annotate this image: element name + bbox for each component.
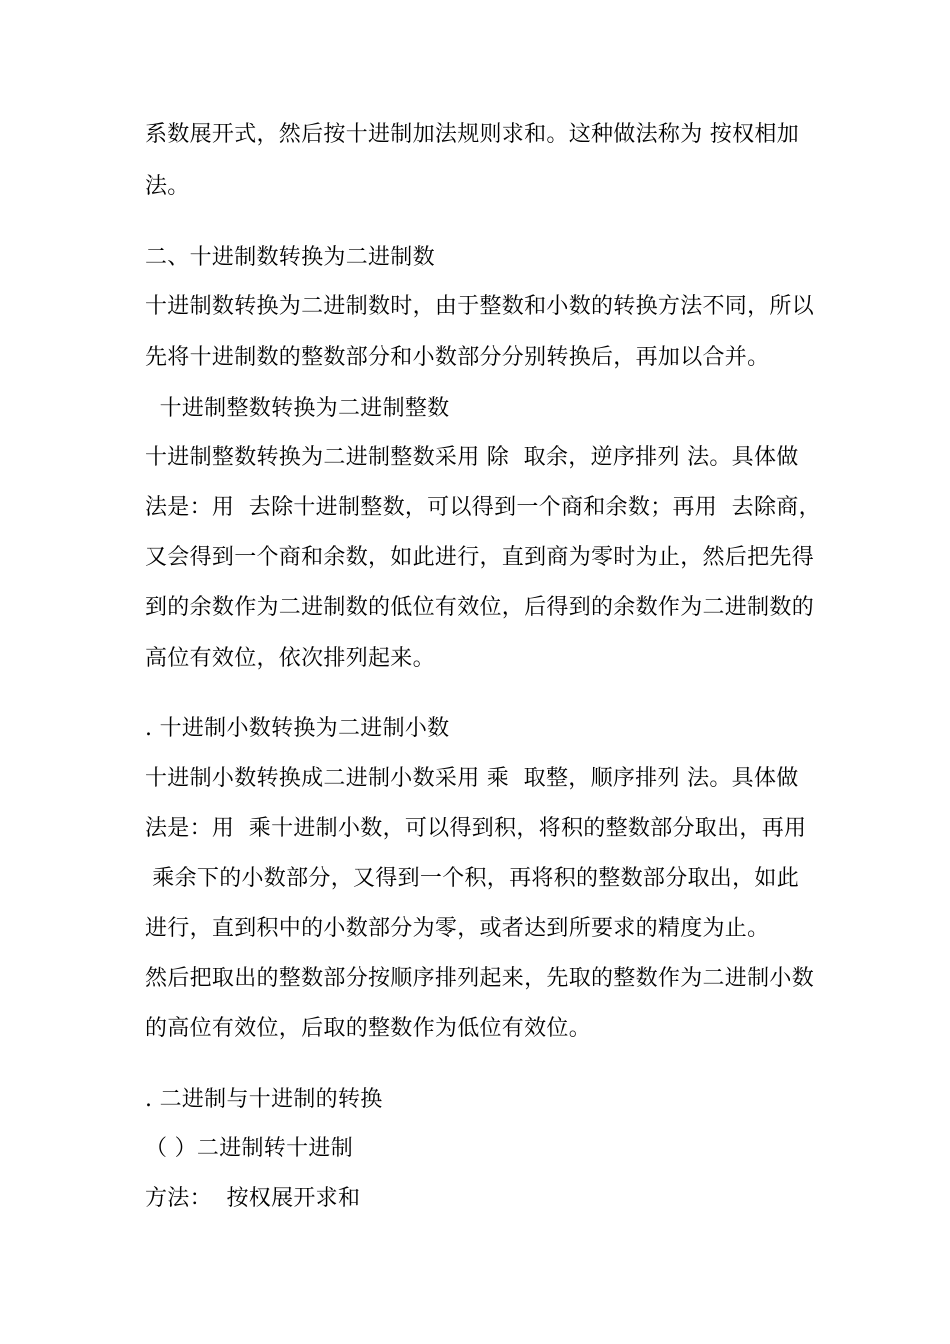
paragraph-line-13: 进行，直到积中的小数部分为零，或者达到所要求的精度为止。 bbox=[145, 916, 770, 941]
subheading-binary-to-decimal: （ ）二进制转十进制 bbox=[145, 1136, 353, 1161]
paragraph-line-1: 系数展开式，然后按十进制加法规则求和。这种做法称为 按权相加 bbox=[145, 122, 799, 147]
paragraph-line-8: 到的余数作为二进制数的低位有效位，后得到的余数作为二进制数的 bbox=[145, 595, 815, 620]
subheading-fraction-conversion: . 十进制小数转换为二进制小数 bbox=[145, 716, 450, 741]
paragraph-line-14: 然后把取出的整数部分按顺序排列起来，先取的整数作为二进制小数 bbox=[145, 966, 815, 991]
paragraph-line-3: 十进制数转换为二进制数时，由于整数和小数的转换方法不同，所以 bbox=[145, 294, 815, 319]
paragraph-line-7: 又会得到一个商和余数，如此进行，直到商为零时为止，然后把先得 bbox=[145, 545, 815, 570]
paragraph-line-11: 法是：用 乘十进制小数，可以得到积，将积的整数部分取出，再用 bbox=[145, 816, 807, 841]
subheading-integer-conversion: 十进制整数转换为二进制整数 bbox=[145, 396, 450, 421]
paragraph-line-10: 十进制小数转换成二进制小数采用 乘 取整，顺序排列 法。具体做 bbox=[145, 766, 799, 791]
paragraph-line-6: 法是：用 去除十进制整数，可以得到一个商和余数；再用 去除商， bbox=[145, 495, 821, 520]
paragraph-line-12: 乘余下的小数部分，又得到一个积，再将积的整数部分取出，如此 bbox=[145, 866, 799, 891]
paragraph-line-9: 高位有效位，依次排列起来。 bbox=[145, 646, 435, 671]
paragraph-line-2: 法。 bbox=[145, 174, 190, 199]
method-line: 方法： 按权展开求和 bbox=[145, 1186, 361, 1211]
subheading-binary-decimal: . 二进制与十进制的转换 bbox=[145, 1087, 383, 1112]
paragraph-line-5: 十进制整数转换为二进制整数采用 除 取余，逆序排列 法。具体做 bbox=[145, 445, 799, 470]
paragraph-line-4: 先将十进制数的整数部分和小数部分分别转换后，再加以合并。 bbox=[145, 345, 770, 370]
section-heading-decimal-to-binary: 二、十进制数转换为二进制数 bbox=[145, 245, 435, 270]
paragraph-line-15: 的高位有效位，后取的整数作为低位有效位。 bbox=[145, 1016, 592, 1041]
